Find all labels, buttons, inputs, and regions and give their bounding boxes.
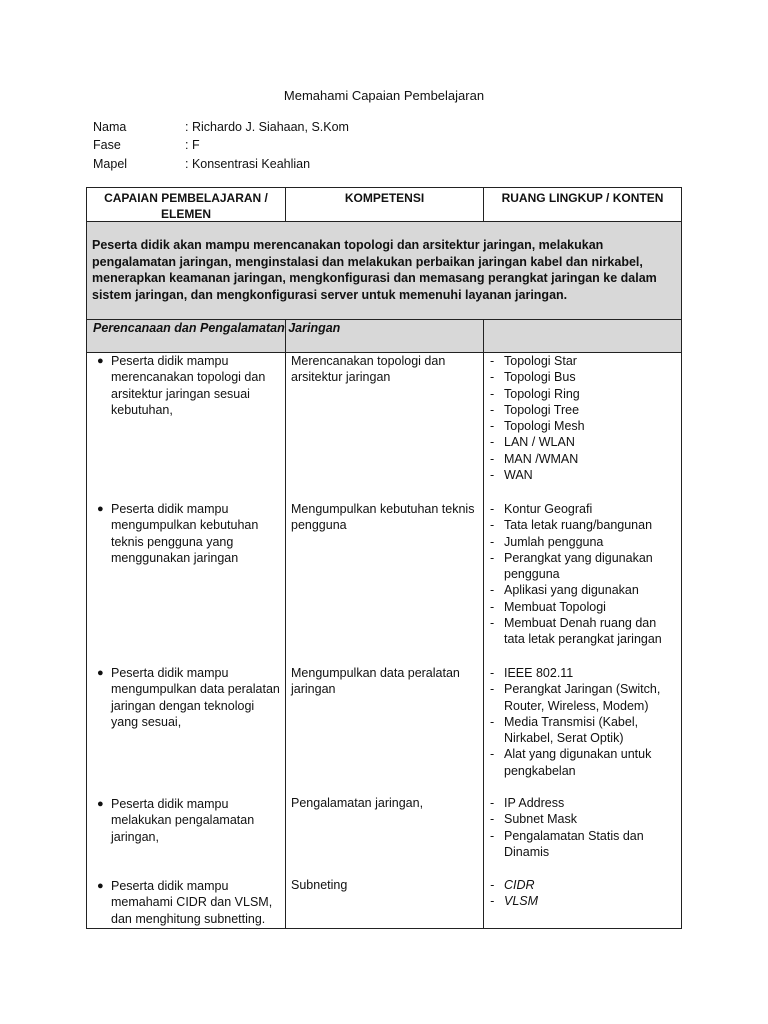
info-value: : F [185, 138, 200, 152]
info-label: Mapel [93, 157, 128, 171]
capaian-text: Peserta didik mampu mengumpulkan data peralatan jaringan dengan teknologi yang sesuai, [111, 666, 280, 729]
kompetensi-text: Subneting [291, 878, 348, 892]
info-value: : Richardo J. Siahaan, S.Kom [185, 120, 349, 134]
list-item: - Pengalamatan Statis dan Dinamis [489, 828, 679, 861]
list-item: - Kontur Geografi [489, 501, 679, 517]
kompetensi-text: Merencanakan topologi dan arsitektur jaringan [291, 354, 446, 385]
capaian-text: Peserta didik mampu memahami CIDR dan VLSM, dan menghitung subnetting. [111, 879, 273, 926]
list-item: - Topologi Ring [489, 386, 679, 402]
list-item: - Media Transmisi (Kabel, Nirkabel, Serat Optik) [489, 714, 679, 747]
section-cell-empty [483, 319, 682, 353]
bullet-icon: ● [97, 667, 104, 679]
capaian-text: Peserta didik mampu melakukan pengalamatan jaringan, [111, 797, 255, 844]
list-item: - Topologi Mesh [489, 418, 679, 434]
capaian-text: Peserta didik mampu mengumpulkan kebutuhan teknis pengguna yang menggunakan jaringan [111, 502, 259, 565]
info-label: Nama [93, 120, 127, 134]
bullet-icon: ● [97, 355, 104, 367]
column-kompetensi [285, 352, 484, 929]
list-item: - Topologi Bus [489, 369, 679, 385]
list-item: - IP Address [489, 795, 679, 811]
page-title: Memahami Capaian Pembelajaran [283, 88, 485, 103]
info-value: : Konsentrasi Keahlian [185, 157, 311, 171]
list-item: - Topologi Star [489, 353, 679, 369]
list-item: - MAN /WMAN [489, 451, 679, 467]
konten-list [489, 877, 679, 910]
header-kompetensi: KOMPETENSI [285, 187, 484, 222]
list-item: - Membuat Denah ruang dan tata letak perangkat jaringan [489, 615, 679, 648]
header-konten: RUANG LINGKUP / KONTEN [483, 187, 682, 222]
bullet-icon: ● [97, 503, 104, 515]
list-item: - CIDR [489, 877, 679, 893]
list-item: - Membuat Topologi [489, 599, 679, 615]
list-item: - Perangkat yang digunakan pengguna [489, 550, 679, 583]
list-item: - LAN / WLAN [489, 434, 679, 450]
list-item: - Aplikasi yang digunakan [489, 582, 679, 598]
konten-list [489, 353, 679, 483]
info-label: Fase [93, 138, 121, 152]
list-item: - Topologi Tree [489, 402, 679, 418]
list-item: - Subnet Mask [489, 811, 679, 827]
list-item: - WAN [489, 467, 679, 483]
konten-list [489, 665, 679, 779]
list-item: - Jumlah pengguna [489, 534, 679, 550]
kompetensi-text: Pengalamatan jaringan, [291, 796, 424, 810]
list-item: - VLSM [489, 893, 679, 909]
section-title: Perencanaan dan Pengalamatan Jaringan [93, 321, 341, 335]
list-item: - Alat yang digunakan untuk pengkabelan [489, 746, 679, 779]
list-item: - Perangkat Jaringan (Switch, Router, Wireless, Modem) [489, 681, 679, 714]
bullet-icon: ● [97, 880, 104, 892]
summary-text: Peserta didik akan mampu merencanakan topologi dan arsitektur jaringan, melakukan pengalamatan jaringan, menginstalasi dan melakukan perbaikan jaringan kabel dan nirkabel, menerapkan keamanan jaringan, mengkonfigurasi dan memasang perangkat jaringan ke dalam sistem jaringan, dan mengkonfigurasi server untuk memenuhi layanan jaringan. [92, 238, 657, 302]
list-item: - Tata letak ruang/bangunan [489, 517, 679, 533]
kompetensi-text: Mengumpulkan data peralatan jaringan [291, 666, 460, 697]
konten-list [489, 795, 679, 860]
header-capaian: CAPAIAN PEMBELAJARAN / ELEMEN [86, 187, 286, 222]
list-item: - IEEE 802.11 [489, 665, 679, 681]
capaian-text: Peserta didik mampu merencanakan topologi dan arsitektur jaringan sesuai kebutuhan, [111, 354, 266, 417]
kompetensi-text: Mengumpulkan kebutuhan teknis pengguna [291, 502, 475, 533]
konten-list [489, 501, 679, 648]
bullet-icon: ● [97, 798, 104, 810]
